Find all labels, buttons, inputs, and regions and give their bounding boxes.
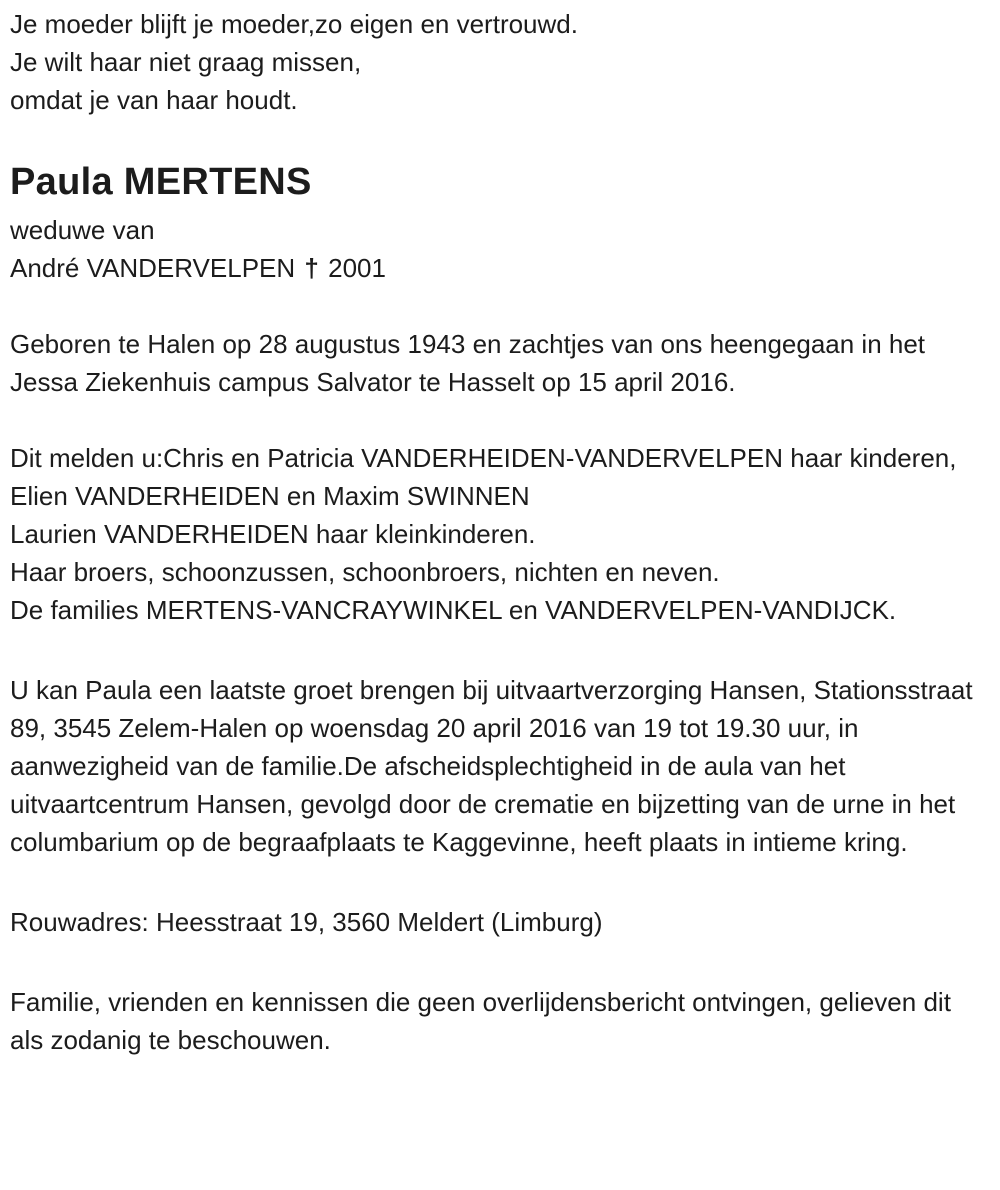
- family-line-relatives: Haar broers, schoonzussen, schoonbroers, nichten en neven.: [10, 557, 720, 587]
- poem-line-1: Je moeder blijft je moeder,zo eigen en vertrouwd.: [10, 9, 578, 39]
- mourning-address: Rouwadres: Heesstraat 19, 3560 Meldert (Limburg): [10, 907, 603, 937]
- poem-line-3: omdat je van haar houdt.: [10, 85, 298, 115]
- funeral-paragraph: U kan Paula een laatste groet brengen bij uitvaartverzorging Hansen, Stationsstraat 89, 3545 Zelem-Halen op woensdag 20 april 2016 van 19 tot 19.30 uur, in aanwezigheid van de familie.De afscheidsplechtigheid in de aula van het uitvaartcentrum Hansen, gevolgd door de crematie en bijzetting van de urne in het columbarium op de begraafplaats te Kaggevinne, heeft plaats in intieme kring.: [10, 675, 973, 857]
- poem-line-2: Je wilt haar niet graag missen,: [10, 47, 362, 77]
- family-line-children: Dit melden u:Chris en Patricia VANDERHEIDEN-VANDERVELPEN haar kinderen,: [10, 443, 957, 473]
- family-line-grandchildren-1: Elien VANDERHEIDEN en Maxim SWINNEN: [10, 481, 530, 511]
- relation-label: weduwe van: [10, 215, 155, 245]
- dagger-icon: †: [304, 253, 319, 283]
- deceased-name: Paula MERTENS: [10, 161, 312, 203]
- spouse-name: André VANDERVELPEN: [10, 253, 296, 283]
- family-section: [10, 439, 984, 629]
- spouse-line: [10, 249, 984, 287]
- opening-poem: [10, 5, 984, 119]
- family-line-families: De families MERTENS-VANCRAYWINKEL en VANDERVELPEN-VANDIJCK.: [10, 595, 897, 625]
- spouse-death-year: 2001: [328, 253, 386, 283]
- closing-paragraph: Familie, vrienden en kennissen die geen overlijdensbericht ontvingen, gelieven dit als zodanig te beschouwen.: [10, 987, 951, 1055]
- family-line-grandchildren-2: Laurien VANDERHEIDEN haar kleinkinderen.: [10, 519, 536, 549]
- birth-death-paragraph: Geboren te Halen op 28 augustus 1943 en zachtjes van ons heengegaan in het Jessa Ziekenhuis campus Salvator te Hasselt op 15 april 2016.: [10, 329, 926, 397]
